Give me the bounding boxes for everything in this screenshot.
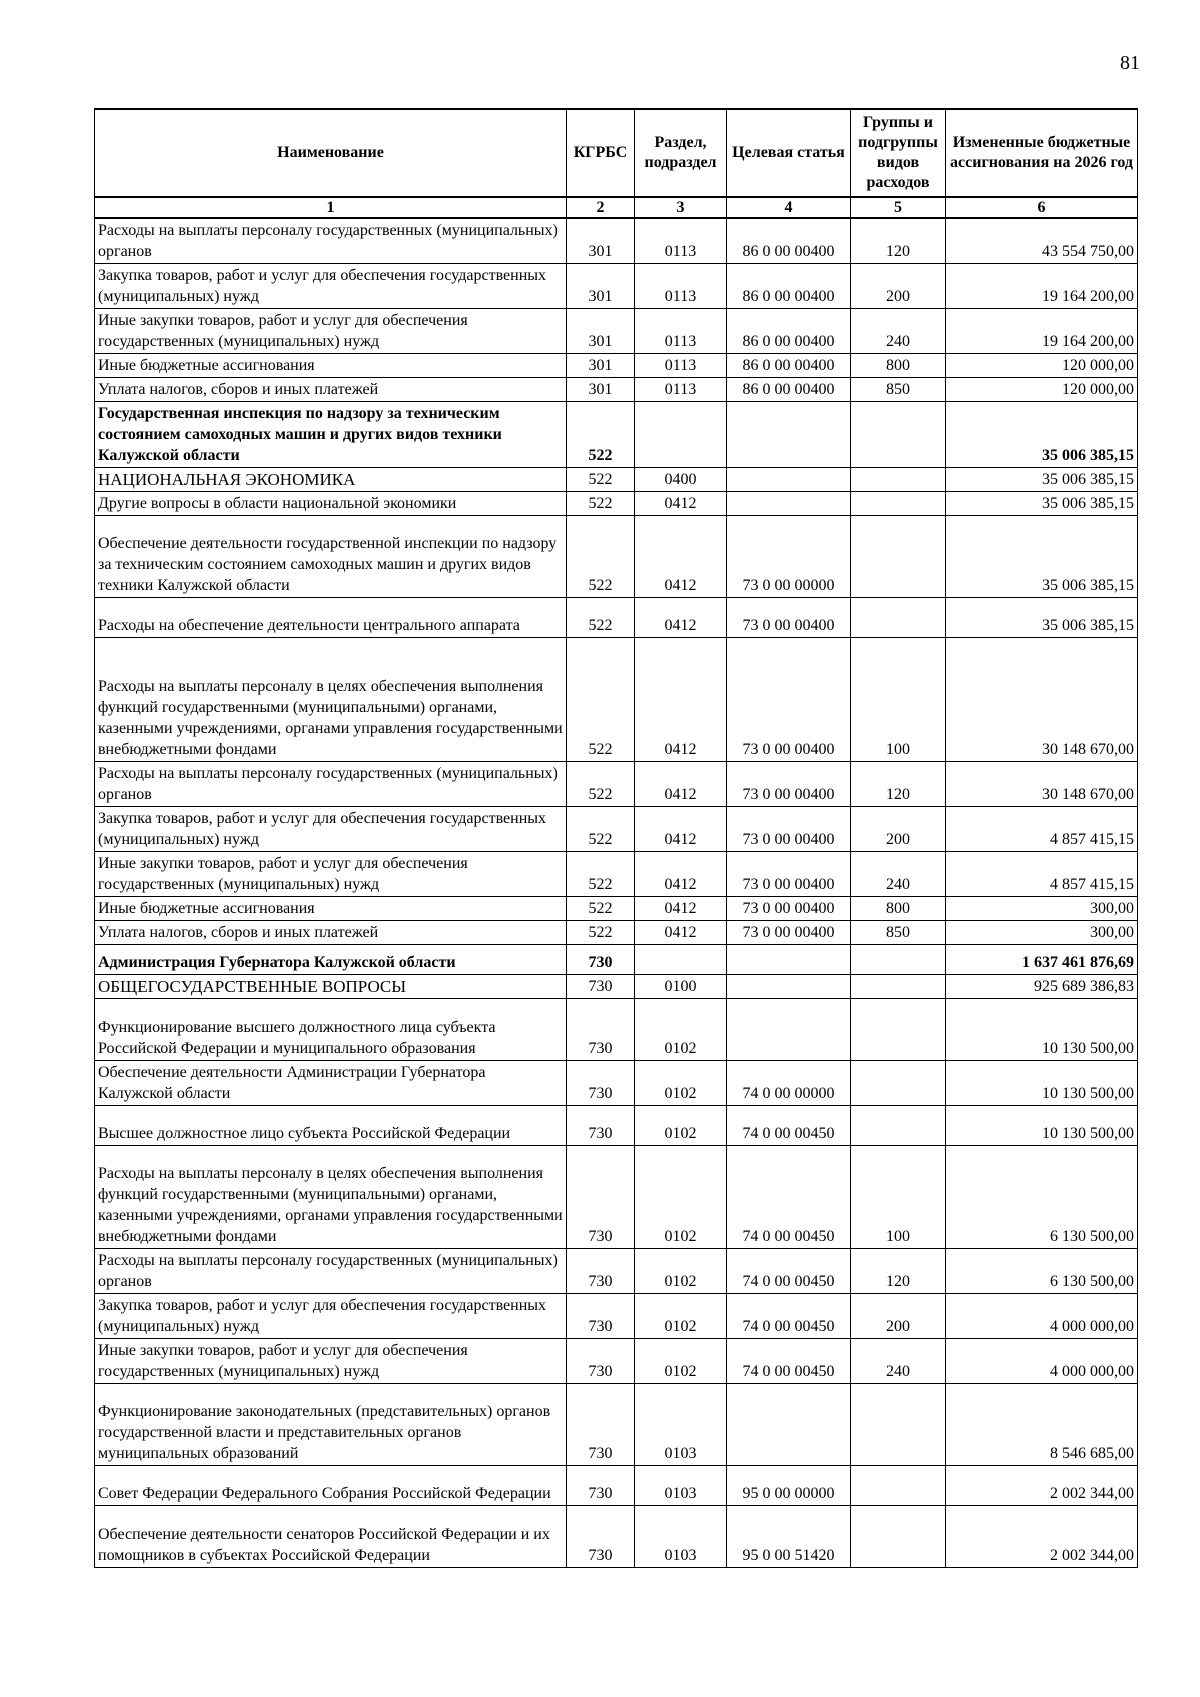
row-amount: 10 130 500,00 [946,999,1138,1061]
row-target [727,468,851,492]
row-group: 200 [851,264,946,309]
row-section: 0400 [635,468,727,492]
row-kgrbs: 730 [567,1294,635,1339]
row-amount: 35 006 385,15 [946,402,1138,468]
row-kgrbs: 522 [567,516,635,598]
row-kgrbs: 522 [567,468,635,492]
header-section: Раздел, подраздел [635,109,727,197]
row-amount: 4 000 000,00 [946,1294,1138,1339]
table-row [95,378,1138,402]
row-group [851,999,946,1061]
table-row [95,1384,1138,1466]
row-group: 850 [851,921,946,945]
row-amount: 120 000,00 [946,354,1138,378]
row-amount: 300,00 [946,921,1138,945]
table-row [95,975,1138,999]
row-target: 95 0 00 00000 [727,1466,851,1506]
row-amount: 2 002 344,00 [946,1506,1138,1568]
row-section: 0103 [635,1506,727,1568]
row-amount: 19 164 200,00 [946,264,1138,309]
row-group: 800 [851,354,946,378]
row-amount: 35 006 385,15 [946,492,1138,516]
row-name: Обеспечение деятельности государственной инспекции по надзору за техническим состоянием самоходных машин и других видов техники Калужской области [95,516,567,598]
row-section: 0113 [635,309,727,354]
table-row [95,921,1138,945]
row-kgrbs: 730 [567,1466,635,1506]
row-section [635,945,727,975]
row-target: 86 0 00 00400 [727,378,851,402]
row-group [851,598,946,638]
row-section: 0113 [635,354,727,378]
row-group: 120 [851,762,946,807]
row-section: 0412 [635,897,727,921]
table-row [95,1294,1138,1339]
row-kgrbs: 730 [567,975,635,999]
row-kgrbs: 301 [567,309,635,354]
row-amount: 35 006 385,15 [946,516,1138,598]
row-section: 0102 [635,1339,727,1384]
row-kgrbs: 730 [567,1146,635,1249]
column-number: 3 [635,197,727,218]
column-number: 6 [946,197,1138,218]
row-target [727,975,851,999]
row-kgrbs: 730 [567,1249,635,1294]
row-kgrbs: 522 [567,402,635,468]
row-target: 74 0 00 00450 [727,1339,851,1384]
row-name: Расходы на обеспечение деятельности центрального аппарата [95,598,567,638]
row-group: 240 [851,309,946,354]
row-amount: 4 857 415,15 [946,807,1138,852]
row-section: 0412 [635,807,727,852]
row-target: 86 0 00 00400 [727,309,851,354]
row-kgrbs: 730 [567,945,635,975]
row-target: 73 0 00 00400 [727,921,851,945]
row-name: Иные бюджетные ассигнования [95,897,567,921]
row-name: Расходы на выплаты персоналу государственных (муниципальных) органов [95,1249,567,1294]
table-row [95,1466,1138,1506]
row-amount: 8 546 685,00 [946,1384,1138,1466]
row-target: 73 0 00 00400 [727,852,851,897]
row-name: Расходы на выплаты персоналу в целях обеспечения выполнения функций государственными (муниципальными) органами, казенными учреждениями, органами управления государственными внебюджетными фондами [95,1146,567,1249]
row-name: Уплата налогов, сборов и иных платежей [95,921,567,945]
row-amount: 10 130 500,00 [946,1106,1138,1146]
row-target: 73 0 00 00400 [727,807,851,852]
row-target [727,1384,851,1466]
row-name: Закупка товаров, работ и услуг для обеспечения государственных (муниципальных) нужд [95,1294,567,1339]
row-kgrbs: 730 [567,1506,635,1568]
row-target: 74 0 00 00450 [727,1249,851,1294]
row-section: 0113 [635,264,727,309]
row-name: Обеспечение деятельности Администрации Губернатора Калужской области [95,1061,567,1106]
row-kgrbs: 522 [567,807,635,852]
row-name: Функционирование высшего должностного лица субъекта Российской Федерации и муниципального образования [95,999,567,1061]
row-group: 240 [851,852,946,897]
row-target: 74 0 00 00450 [727,1294,851,1339]
header-groups: Группы и подгруппы видов расходов [851,109,946,197]
row-group: 120 [851,1249,946,1294]
row-kgrbs: 522 [567,598,635,638]
row-target [727,402,851,468]
row-target: 95 0 00 51420 [727,1506,851,1568]
table-body [95,218,1138,1568]
row-amount: 6 130 500,00 [946,1249,1138,1294]
row-amount: 4 000 000,00 [946,1339,1138,1384]
row-section: 0103 [635,1384,727,1466]
table-row [95,516,1138,598]
row-kgrbs: 730 [567,1384,635,1466]
row-kgrbs: 522 [567,852,635,897]
table-row [95,897,1138,921]
row-section: 0100 [635,975,727,999]
row-target: 86 0 00 00400 [727,354,851,378]
row-section: 0103 [635,1466,727,1506]
row-target: 86 0 00 00400 [727,264,851,309]
row-group [851,492,946,516]
row-section: 0412 [635,598,727,638]
table-row [95,468,1138,492]
row-amount: 30 148 670,00 [946,762,1138,807]
table-row [95,309,1138,354]
row-group [851,1106,946,1146]
column-number: 2 [567,197,635,218]
row-group: 200 [851,1294,946,1339]
row-target [727,945,851,975]
row-target: 74 0 00 00450 [727,1106,851,1146]
column-number: 5 [851,197,946,218]
row-section: 0102 [635,1249,727,1294]
header-kgrbs: КГРБС [567,109,635,197]
column-number: 1 [95,197,567,218]
row-section: 0102 [635,999,727,1061]
table-row [95,1339,1138,1384]
row-section: 0412 [635,516,727,598]
row-group: 100 [851,638,946,762]
table-row [95,1506,1138,1568]
table-row [95,218,1138,264]
row-target: 73 0 00 00000 [727,516,851,598]
row-target: 73 0 00 00400 [727,598,851,638]
row-amount: 35 006 385,15 [946,598,1138,638]
row-name: Иные закупки товаров, работ и услуг для обеспечения государственных (муниципальных) нужд [95,1339,567,1384]
row-kgrbs: 301 [567,378,635,402]
row-section: 0412 [635,638,727,762]
row-amount: 10 130 500,00 [946,1061,1138,1106]
row-name: Расходы на выплаты персоналу в целях обеспечения выполнения функций государственными (муниципальными) органами, казенными учреждениями, органами управления государственными внебюджетными фондами [95,638,567,762]
row-kgrbs: 301 [567,264,635,309]
column-number: 4 [727,197,851,218]
row-group [851,1061,946,1106]
row-section: 0102 [635,1146,727,1249]
row-target [727,492,851,516]
header-target: Целевая статья [727,109,851,197]
row-target: 74 0 00 00000 [727,1061,851,1106]
row-group: 120 [851,218,946,264]
row-group [851,975,946,999]
row-kgrbs: 730 [567,999,635,1061]
row-amount: 2 002 344,00 [946,1466,1138,1506]
table-row [95,264,1138,309]
row-kgrbs: 522 [567,638,635,762]
table-row [95,492,1138,516]
table-row [95,1249,1138,1294]
row-group [851,1506,946,1568]
row-name: Высшее должностное лицо субъекта Российской Федерации [95,1106,567,1146]
row-name: Совет Федерации Федерального Собрания Российской Федерации [95,1466,567,1506]
row-section: 0113 [635,378,727,402]
row-name: Иные бюджетные ассигнования [95,354,567,378]
row-amount: 35 006 385,15 [946,468,1138,492]
table-row [95,807,1138,852]
row-amount: 30 148 670,00 [946,638,1138,762]
row-kgrbs: 522 [567,762,635,807]
row-kgrbs: 301 [567,218,635,264]
table-row [95,1146,1138,1249]
row-section: 0102 [635,1061,727,1106]
row-name: Расходы на выплаты персоналу государственных (муниципальных) органов [95,762,567,807]
row-amount: 4 857 415,15 [946,852,1138,897]
table-row [95,638,1138,762]
row-name: Функционирование законодательных (представительных) органов государственной власти и представительных органов муниципальных образований [95,1384,567,1466]
row-name: Государственная инспекция по надзору за техническим состоянием самоходных машин и других видов техники Калужской области [95,402,567,468]
row-target: 73 0 00 00400 [727,762,851,807]
row-name: Другие вопросы в области национальной экономики [95,492,567,516]
row-group: 200 [851,807,946,852]
row-target: 73 0 00 00400 [727,897,851,921]
row-amount: 1 637 461 876,69 [946,945,1138,975]
row-section: 0412 [635,921,727,945]
row-name: Уплата налогов, сборов и иных платежей [95,378,567,402]
row-kgrbs: 301 [567,354,635,378]
row-section: 0412 [635,492,727,516]
row-amount: 120 000,00 [946,378,1138,402]
row-kgrbs: 522 [567,921,635,945]
row-group [851,945,946,975]
row-section: 0113 [635,218,727,264]
row-amount: 6 130 500,00 [946,1146,1138,1249]
row-section: 0102 [635,1294,727,1339]
row-group [851,402,946,468]
table-row [95,598,1138,638]
page-number: 81 [1120,52,1140,74]
row-kgrbs: 730 [567,1106,635,1146]
row-group: 800 [851,897,946,921]
row-section: 0102 [635,1106,727,1146]
row-target: 74 0 00 00450 [727,1146,851,1249]
row-amount: 43 554 750,00 [946,218,1138,264]
row-name: Закупка товаров, работ и услуг для обеспечения государственных (муниципальных) нужд [95,807,567,852]
row-name: Иные закупки товаров, работ и услуг для обеспечения государственных (муниципальных) нужд [95,852,567,897]
row-section: 0412 [635,852,727,897]
budget-table [94,108,1138,1568]
row-group: 850 [851,378,946,402]
row-kgrbs: 730 [567,1061,635,1106]
row-name: Иные закупки товаров, работ и услуг для обеспечения государственных (муниципальных) нужд [95,309,567,354]
row-name: Расходы на выплаты персоналу государственных (муниципальных) органов [95,218,567,264]
row-amount: 19 164 200,00 [946,309,1138,354]
table-row [95,354,1138,378]
row-group: 100 [851,1146,946,1249]
row-section: 0412 [635,762,727,807]
row-group: 240 [851,1339,946,1384]
header-amount: Измененные бюджетные ассигнования на 2026 год [946,109,1138,197]
row-amount: 925 689 386,83 [946,975,1138,999]
row-group [851,1466,946,1506]
table-row [95,852,1138,897]
table-row [95,945,1138,975]
table-row [95,762,1138,807]
row-group [851,1384,946,1466]
table-row [95,999,1138,1061]
table-row [95,1106,1138,1146]
row-name: Администрация Губернатора Калужской области [95,945,567,975]
row-target [727,999,851,1061]
row-amount: 300,00 [946,897,1138,921]
row-name: Обеспечение деятельности сенаторов Российской Федерации и их помощников в субъектах Российской Федерации [95,1506,567,1568]
table-row [95,402,1138,468]
row-name: ОБЩЕГОСУДАРСТВЕННЫЕ ВОПРОСЫ [95,975,567,999]
row-kgrbs: 522 [567,897,635,921]
row-kgrbs: 522 [567,492,635,516]
row-kgrbs: 730 [567,1339,635,1384]
table-row [95,1061,1138,1106]
row-section [635,402,727,468]
row-name: Закупка товаров, работ и услуг для обеспечения государственных (муниципальных) нужд [95,264,567,309]
row-target: 73 0 00 00400 [727,638,851,762]
row-group [851,516,946,598]
header-name: Наименование [95,109,567,197]
row-name: НАЦИОНАЛЬНАЯ ЭКОНОМИКА [95,468,567,492]
row-group [851,468,946,492]
row-target: 86 0 00 00400 [727,218,851,264]
